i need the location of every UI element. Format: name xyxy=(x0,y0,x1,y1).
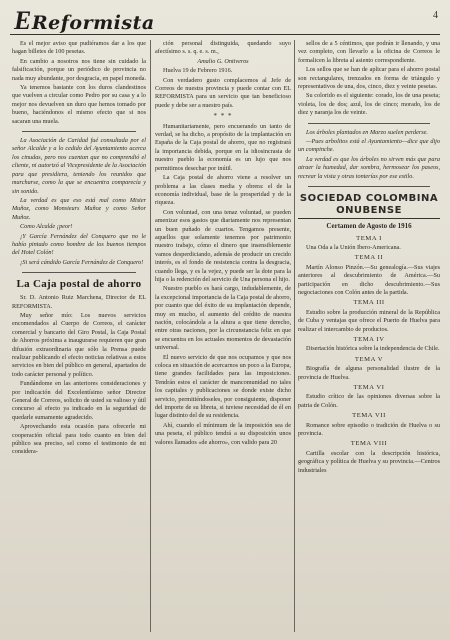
divider xyxy=(22,131,136,132)
section-title: La Caja postal de ahorro xyxy=(16,278,142,291)
paragraph: Los sellos que se han de aplicar para el ahorro postal son rectangulares, trenzados en forma de triángulo y representativos de una, dos, cinco, diez y veinte pesetas. xyxy=(298,66,440,91)
paragraph: En cambio a nosotros nos tiene sin cuidado la falsificación, porque un periódico de provincia no nada muy abundante, por desgracia, en papel moneda. xyxy=(12,57,146,82)
column-3 xyxy=(298,40,440,634)
paragraph: La Caja postal de ahorro viene a resolver un problema a las clases media y obrera: el de la economía individual, base de la prosperidad y de la riqueza. xyxy=(155,174,291,207)
tema-text: Cartilla escolar con la descripción histórica, geográfica y política de Huelva y su provincia.—Centros industriales xyxy=(298,449,440,474)
signature: Amalio G. Ontiveros xyxy=(197,57,249,65)
italic-note: La verdad es que los árboles no sirven más que para atraer la humedad, dar sombra, hermosear los paseos, recrear la vista y otras tonterías por ese estilo. xyxy=(298,155,440,180)
tema-label: TEMA III xyxy=(353,299,385,307)
paragraph: sellos de a 5 céntimos, que podrán ir llenando, y una vez completo, con llevarlo a la oficina de Correos le formalicen la libreta al asiento correspondiente. xyxy=(298,40,440,64)
paragraph: Nuestro pueblo es hará cargo, indudablemente, de la excepcional importancia de la Caja postal de ahorro, por cuanto que del éxito de su implantación depende, muy en mucho, el aumento del crédito de nuestra nación, colocándola a la altura a que tiene derecho, entre otras naciones, por la circunstancia feliz en que se encuentra en los actuales momentos de devastación universal. xyxy=(155,285,291,352)
italic-note: ¡Si será cándido García Fernández de Conquero! xyxy=(20,258,144,266)
paragraph: Es el mejor aviso que pudiéramos dar a los que hagan billetes de 100 pesetas. xyxy=(12,40,146,56)
divider xyxy=(22,272,136,273)
italic-note: Como Alcalde ¡peor! xyxy=(20,223,73,231)
paragraph: Con verdadero gusto complacemos al Jefe de Correos de nuestra provincia y puede contar con EL REFORMISTA para un servicio que tan beneficioso puede y debe ser a nuestro país. xyxy=(155,76,291,109)
tema-list xyxy=(298,235,440,476)
paragraph: Fundándome en las anteriores consideraciones y por indicación del Excelentísimo señor Director General de Correos, solicito de usted su valioso y útil concurso al efecto ya indicado en la seguridad de quedarle sumamente agradecido. xyxy=(12,380,146,421)
paragraph: Humanitariamente, pero encuerando un tanto de verdad, se ha dicho, a propósito de la implantación en España de la Caja postal de ahorro, que no registrará la importancia debida, porque en la idiosincrasia de nuestro pueblo la economía es un lujo que nos permitimos desechar por inútil. xyxy=(155,122,291,172)
masthead xyxy=(14,6,155,36)
divider xyxy=(308,186,430,187)
tema-text: Martín Alonso Pinzón.—Su genealogía.—Sus viajes anteriores al descubrimiento de América.—Su participación en dicho descubrimiento.—Sus negociaciones con Colón antes de la partida. xyxy=(298,263,440,296)
address-line: Sr. D. Antonio Ruiz Marchena, Director de EL REFORMISTA. xyxy=(12,294,146,310)
italic-note: La verdad es que eso está mal como Mister Muñoz, como Monsieurs Muñoz y como Señor Muñoz. xyxy=(12,196,146,221)
paragraph: ción personal distinguida, quedando suyo afectísimo s. s. q. e. s. m., xyxy=(155,40,291,56)
column-1 xyxy=(12,40,146,634)
header-rule xyxy=(10,34,440,35)
contest-subtitle: Certamen de Agosto de 1916 xyxy=(326,222,412,231)
society-heading: SOCIEDAD COLOMBINA ONUBENSE xyxy=(298,193,440,219)
masthead-title: Reformista xyxy=(31,12,155,34)
separator-stars: * * * xyxy=(213,112,233,121)
dateline: Huelva 19 de Febrero 1916. xyxy=(163,67,233,75)
tema-text: Biografía de alguna personalidad ilustre de la provincia de Huelva. xyxy=(298,365,440,381)
paragraph: Su colorido es el siguiente: corado, los de una peseta; violeta, los de dos; azul, los de cinco; morado, los de diez y naranja los de veinte. xyxy=(298,92,440,117)
paragraph: Ya tenemos bastante con los duros clandestinos que vuelven a circular como Pedro por su casa y a lo mejor nos devuelven un duro que hemos tomado por bueno, haciéndonos el mismo efecto que si nos sacaran una muela. xyxy=(12,84,146,125)
masthead-initial: E xyxy=(14,6,32,35)
tema-label: TEMA VI xyxy=(353,384,385,391)
tema-label: TEMA II xyxy=(354,254,384,262)
italic-note: ¡Y García Fernández del Conquero que no le había pintado como hombre de los buenos tiempos del Hotel Colón! xyxy=(12,232,146,257)
tema-label: TEMA I xyxy=(356,234,382,242)
paragraph: Aprovechando esta ocasión para ofrecerle mi cooperación oficial para todo cuanto en bien del público sea preciso, sel como el testimonio de mi considera- xyxy=(12,423,146,456)
paragraph: El nuevo servicio de que nos ocupamos y que nos coloca en situación de acercarnos un poco a la Europa, tiene grandes facilidades para las imposiciones. Tendrán estos el carácter de mancomunidad no tales los capitales y publicaciones se donde existe dicho servicio, permitiéndoseles, por consiguiente, disponer del importe de su libreta, si tuviese necesidad de él en lugar distinto del de su residencia. xyxy=(155,353,291,420)
paragraph: Muy señor mío: Los nuevos servicios encomendados al Cuerpo de Correos, el carácter comercial y bancario del Giro Postal, la Caja Postal de Ahorros próxima a inaugurarse requieren que gran difusión extraordinaria que sólo la Prensa puede realizar publicando el efecto noticias relativas a estos servicios en bien del público en general, apartados de todo carácter personal y político. xyxy=(12,311,146,378)
tema-label: TEMA V xyxy=(354,355,384,363)
tema-text: Estudio crítico de las opiniones diversas sobre la patria de Colón. xyxy=(298,393,440,409)
column-2 xyxy=(155,40,291,634)
column-divider xyxy=(294,40,295,632)
tema-text: Estudio sobre la producción mineral de la República de Cuba y ventajas que ofrece el Puerto de Huelva para realizar el intercambio de productos. xyxy=(298,308,440,333)
paragraph: Ahí, cuando el mínimum de la imposición sea de una peseta, el público tendrá a su disposición unos valores llamados «de ahorro», con valido para 20 xyxy=(155,421,291,446)
tema-text: Una Oda a la Unión Ibero-Americana. xyxy=(306,243,401,251)
italic-note: —Pues arbolitos está el Ayuntamiento—dice que dijo un compinche. xyxy=(298,138,440,154)
page-number: 4 xyxy=(433,10,438,21)
column-divider xyxy=(150,40,151,632)
divider xyxy=(308,123,430,124)
italic-note: La Asociación de Caridad fué consultada por el señor Alcalde y a lo cedido del Ayuntamiento acerca los cinudas, pero nos cuentan que no comprendió el cliente, ni autorizó al Vicepresidente de la Asociación para que presidiera, teniendo los reunidos que marcharse, como la que se encuentra comparecía y sin sonido. xyxy=(12,137,146,195)
paragraph: Con voluntad, con una tenaz voluntad, se pueden amenizar esos gastos que diariamente nos representan un buen puñado de cuartos. Tengamos presente, aquellos que solamente tenemos por patrimonio nuestro trabajo, cómo el dinero que insensiblemente vamos desperdiciando, además de producir un crecido interés, es el fondo de resistencia contra la desgracia, cuando llega, y es la vejez, y puede ser la dote para la hija o la redención del servicio de Una persona el hijo. xyxy=(155,208,291,283)
tema-label: TEMA VIII xyxy=(350,440,388,448)
tema-text: Disertación histórica sobre la independencia de Chile. xyxy=(306,345,440,353)
tema-label: TEMA IV xyxy=(353,335,385,343)
tema-label: TEMA VII xyxy=(352,412,386,420)
italic-note: Los árboles plantados en Marzo suelen perderse. xyxy=(306,128,428,136)
tema-text: Romance sobre episodio o tradición de Huelva o su provincia. xyxy=(298,421,440,438)
